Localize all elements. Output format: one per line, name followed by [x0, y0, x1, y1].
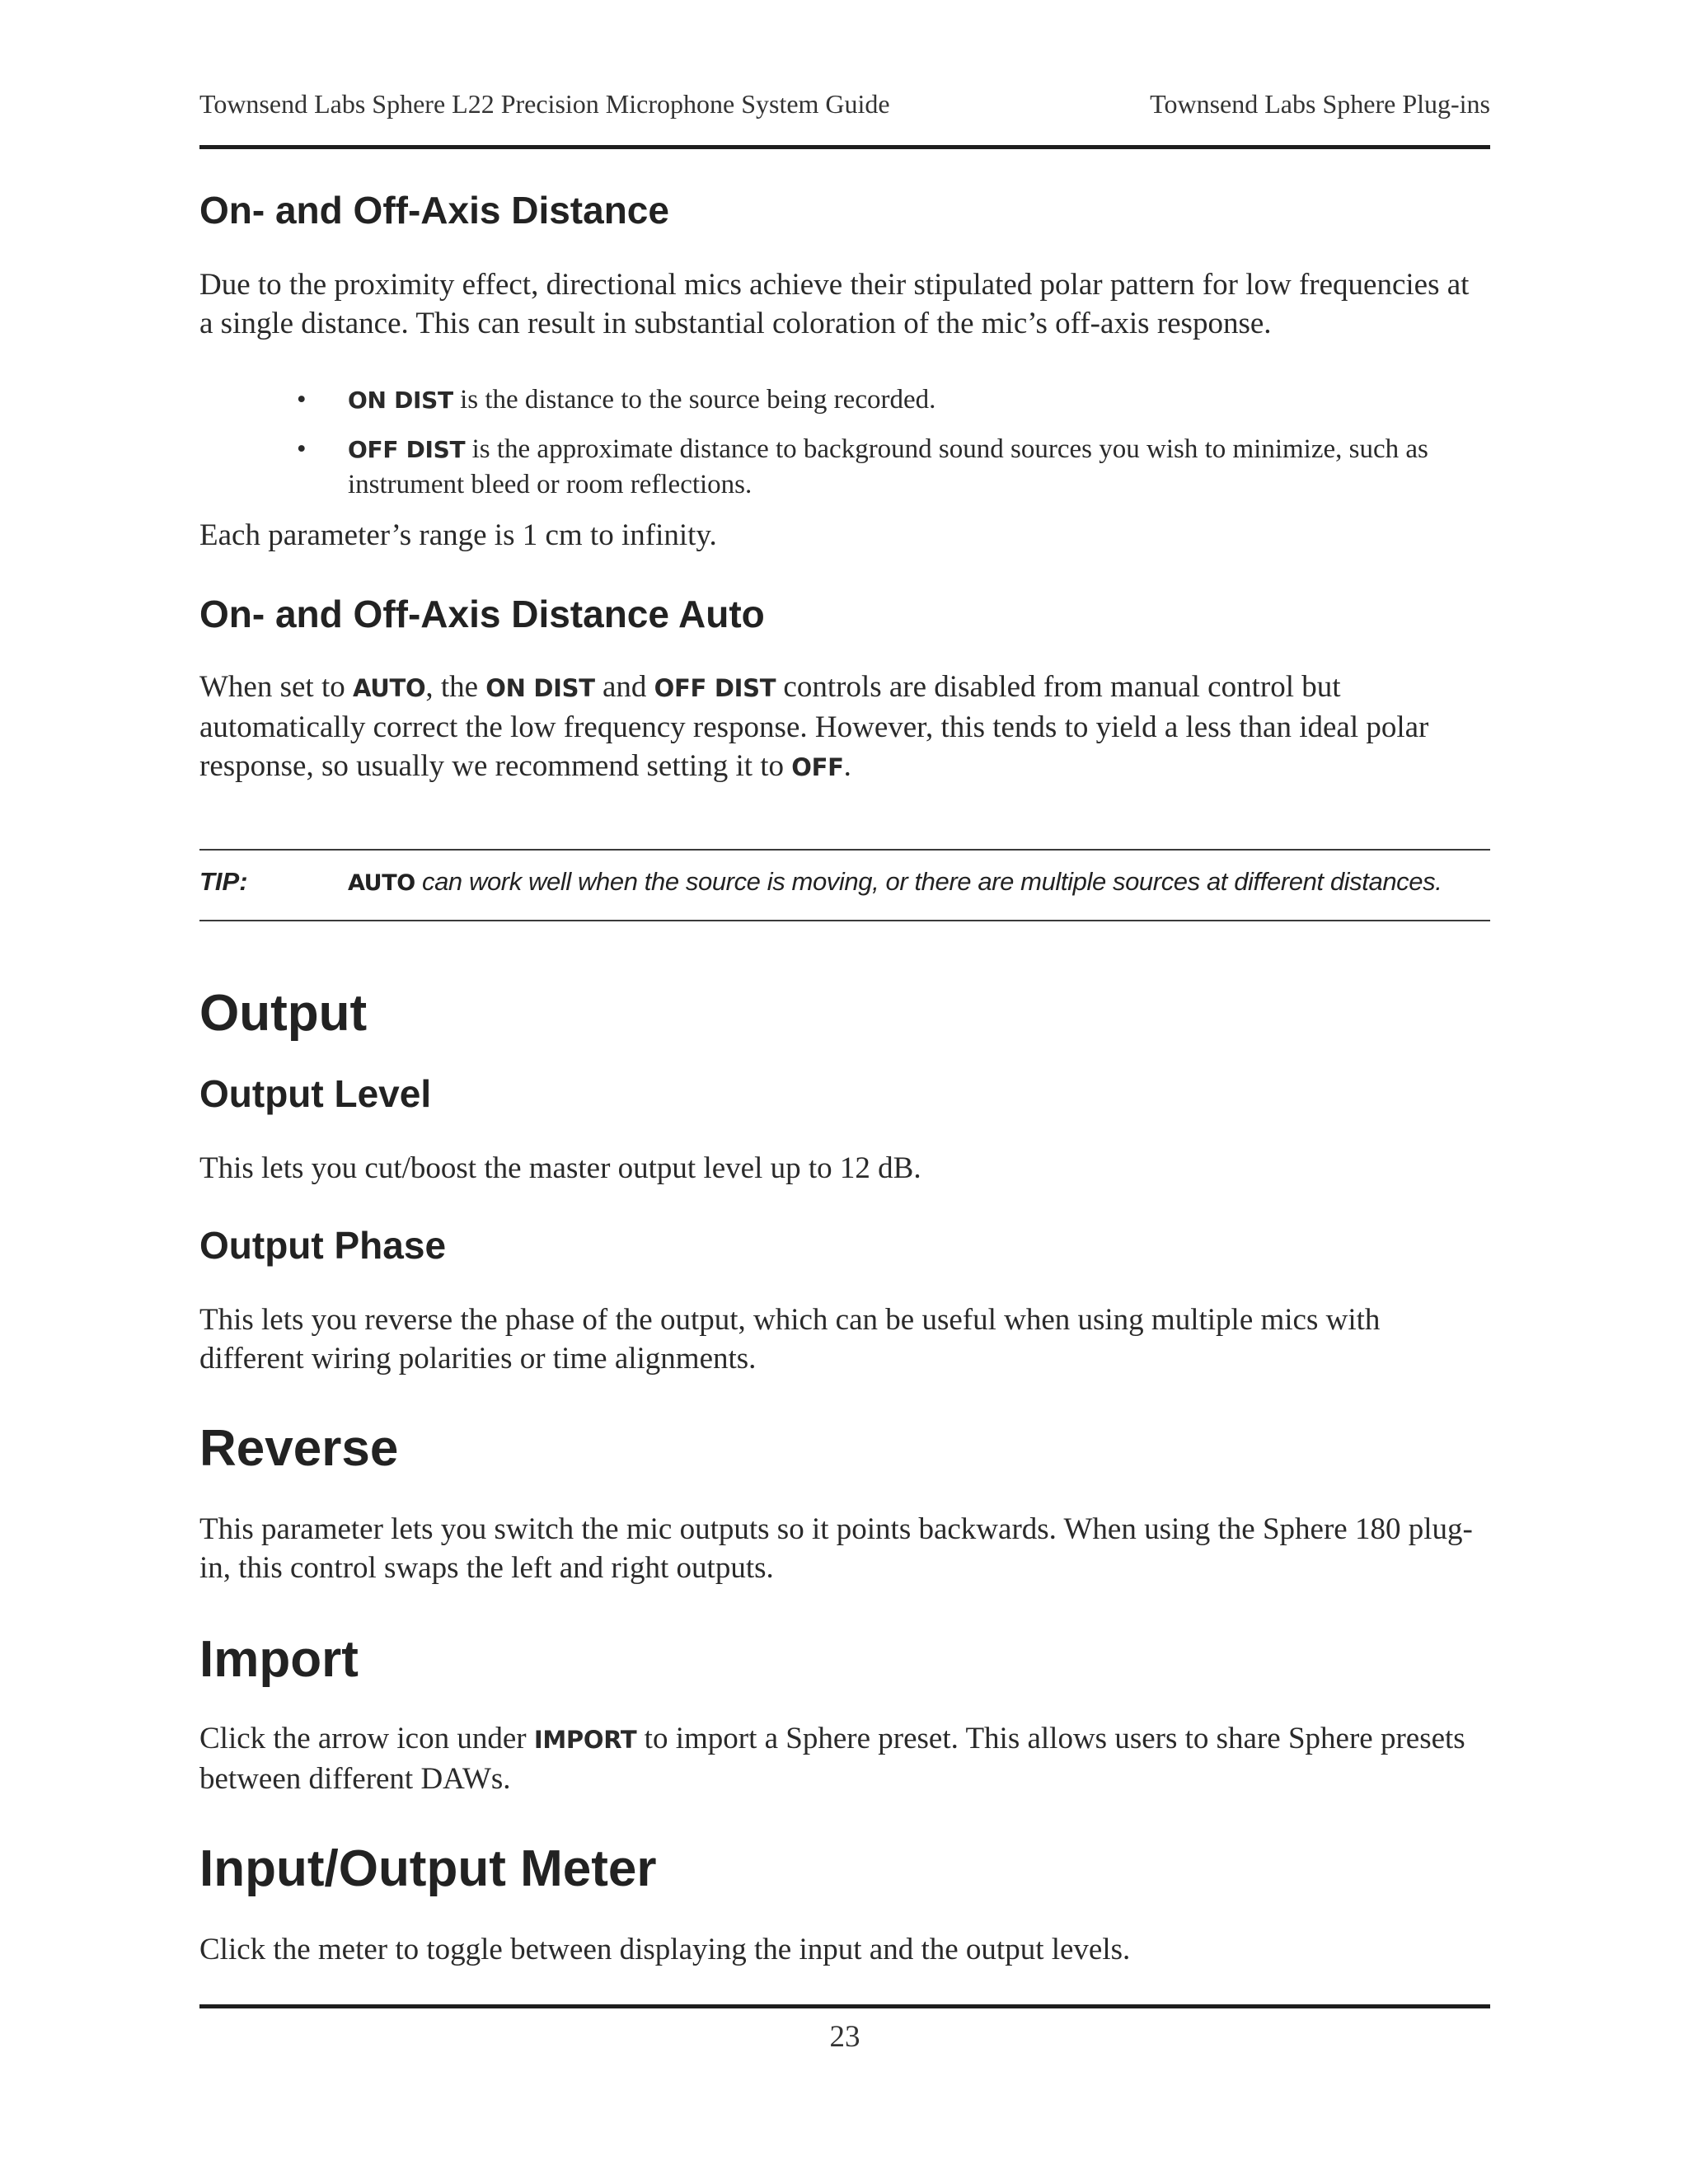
reverse-heading: Reverse [199, 1420, 399, 1477]
header-rule [199, 145, 1490, 149]
output-phase-text: This lets you reverse the phase of the output, which can be useful when using multiple mics with different wiring polarities or time alignments. [199, 1303, 1381, 1376]
on-dist-description: is the distance to the source being recorded. [452, 385, 936, 415]
distance-intro: Due to the proximity effect, directional mics achieve their stipulated polar pattern for low frequencies at a single distance. This can result in substantial coloration of the mic’s off-axis response. [199, 268, 1470, 340]
on-dist-keyword: ON DIST [485, 674, 595, 702]
meter-heading: Input/Output Meter [199, 1840, 657, 1897]
output-heading: Output [199, 985, 368, 1042]
import-keyword: IMPORT [533, 1726, 637, 1754]
off-dist-description: is the approximate distance to background sound sources you wish to minimize, such as instrument bleed or room reflections. [348, 434, 1428, 499]
distance-heading: On- and Off-Axis Distance [199, 189, 669, 232]
bullet-icon: • [297, 385, 307, 415]
tip-text: can work well when the source is moving, or there are multiple sources at different distances. [415, 867, 1442, 896]
bullet-icon: • [297, 434, 307, 464]
on-dist-keyword: ON DIST [348, 387, 453, 414]
import-text: Click the arrow icon under IMPORT to import a Sphere preset. This allows users to share Sphere presets between different DAWs. [199, 1722, 1465, 1796]
output-level-text: This lets you cut/boost the master output level up to 12 dB. [199, 1151, 921, 1185]
import-heading: Import [199, 1631, 359, 1688]
distance-range-note: Each parameter’s range is 1 cm to infinity. [199, 518, 717, 552]
distance-auto-heading: On- and Off-Axis Distance Auto [199, 593, 765, 635]
off-dist-keyword: OFF DIST [654, 674, 776, 702]
output-phase-heading: Output Phase [199, 1224, 447, 1267]
page-number: 23 [829, 2020, 860, 2054]
header-guide-title: Townsend Labs Sphere L22 Precision Microphone System Guide [199, 89, 890, 119]
off-dist-keyword: OFF DIST [348, 436, 466, 463]
reverse-text: This parameter lets you switch the mic outputs so it points backwards. When using the Sphere 180 plug-in, this control swaps the left and right outputs. [199, 1512, 1473, 1585]
off-keyword: OFF [791, 753, 844, 781]
meter-text: Click the meter to toggle between displaying the input and the output levels. [199, 1933, 1131, 1966]
tip-bottom-rule [199, 920, 1490, 921]
header-section-title: Townsend Labs Sphere Plug-ins [1150, 89, 1490, 119]
footer-rule [199, 2004, 1490, 2008]
auto-keyword: AUTO [348, 870, 415, 896]
distance-auto-text: When set to AUTO, the ON DIST and OFF DIST controls are disabled from manual control but automatically correct the low frequency response. However, this tends to yield a less than ideal polar response, so usually we recommend setting it to OFF. [199, 670, 1429, 783]
tip-top-rule [199, 849, 1490, 851]
output-level-heading: Output Level [199, 1072, 432, 1115]
tip-label: TIP: [199, 867, 248, 896]
auto-keyword: AUTO [352, 674, 426, 702]
